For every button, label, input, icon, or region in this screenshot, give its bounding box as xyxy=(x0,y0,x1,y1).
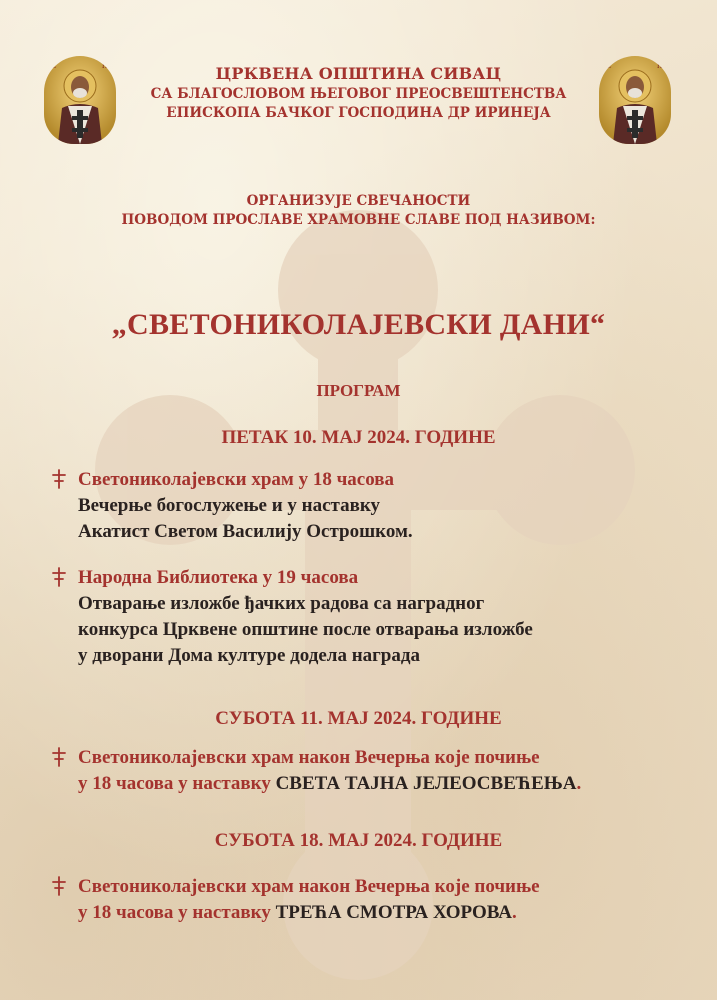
entry-highlight: ТРЕЋА СМОТРА ХОРОВА xyxy=(275,902,512,923)
header-parish: ЦРКВЕНА ОПШТИНА СИВАЦ xyxy=(215,64,502,83)
orthodox-cross-icon xyxy=(50,747,68,767)
entry-line: Акатист Светом Василију Острошком. xyxy=(78,521,413,542)
day-heading-1: ПЕТАК 10. МАЈ 2024. ГОДИНЕ xyxy=(221,427,496,448)
entry-line-prefix: у 18 часова у наставку xyxy=(78,902,276,923)
entry-line: Светониколајевски храм након Вечерња које почиње xyxy=(78,747,540,768)
header-blessing: СА БЛАГОСЛОВОМ ЊЕГОВОГ ПРЕОСВЕШТЕНСТВА xyxy=(150,86,567,102)
entry-line-suffix: . xyxy=(511,902,517,923)
svg-text:Н: Н xyxy=(657,63,663,70)
entry-line: Вечерње богослужење и у наставку xyxy=(78,495,381,516)
program-entry xyxy=(50,874,690,930)
orthodox-cross-icon xyxy=(50,567,68,587)
entry-title: Светониколајевски храм у 18 часова xyxy=(78,469,395,490)
entry-line: Отварање изложбе ђачких радова са наградног xyxy=(78,593,485,614)
day-heading-3: СУБОТА 18. МАЈ 2024. ГОДИНЕ xyxy=(214,830,503,851)
svg-text:С: С xyxy=(607,63,612,70)
organizer-text xyxy=(60,192,657,230)
program-entry xyxy=(50,745,690,801)
svg-text:Н: Н xyxy=(102,63,108,70)
organizer-line-1: ОРГАНИЗУЈЕ СВЕЧАНОСТИ xyxy=(246,193,471,209)
program-entry xyxy=(50,565,690,675)
entry-line-prefix: у 18 часова у наставку xyxy=(78,773,276,794)
entry-line-suffix: . xyxy=(576,773,582,794)
entry-title: Народна Библиотека у 19 часова xyxy=(78,567,359,588)
entry-line: конкурса Црквене општине после отварања изложбе xyxy=(78,619,533,640)
svg-text:С: С xyxy=(52,63,57,70)
orthodox-cross-icon xyxy=(50,469,68,489)
organizer-line-2: ПОВОДОМ ПРОСЛАВЕ ХРАМОВНЕ СЛАВЕ ПОД НАЗИВОМ: xyxy=(121,212,596,228)
header xyxy=(120,63,597,123)
entry-line: у дворани Дома културе додела награда xyxy=(78,645,420,666)
event-title: „СВЕТОНИКОЛАЈЕВСКИ ДАНИ“ xyxy=(111,308,606,341)
orthodox-cross-icon xyxy=(50,876,68,896)
header-bishop: ЕПИСКОПА БАЧКОГ ГОСПОДИНА ДР ИРИНЕЈА xyxy=(166,105,551,121)
saint-nicholas-icon-right xyxy=(599,56,671,144)
saint-nicholas-icon-left xyxy=(44,56,116,144)
entry-highlight: СВЕТА ТАЈНА ЈЕЛЕОСВЕЋЕЊА xyxy=(275,773,577,794)
program-heading: ПРОГРАМ xyxy=(316,381,401,400)
entry-line: Светониколајевски храм након Вечерња које почиње xyxy=(78,876,540,897)
day-heading-2: СУБОТА 11. МАЈ 2024. ГОДИНЕ xyxy=(215,708,502,729)
program-entry xyxy=(50,467,690,547)
